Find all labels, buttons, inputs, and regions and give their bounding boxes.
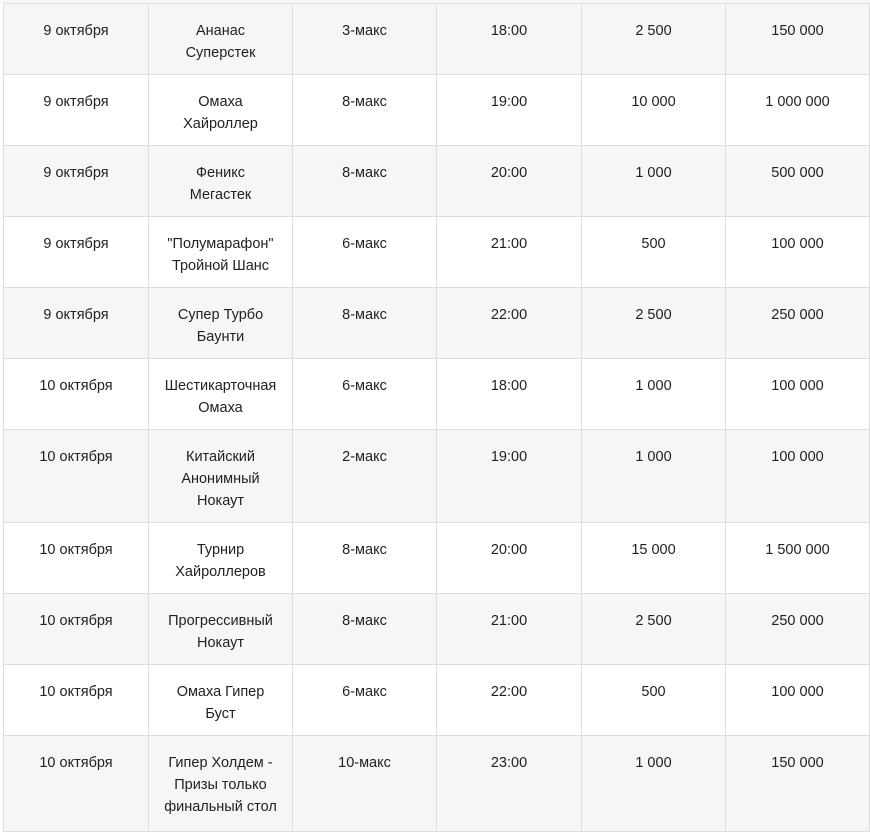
cell-format: 8-макс — [293, 288, 437, 359]
cell-buyin: 1 000 — [582, 736, 726, 832]
cell-date: 9 октября — [4, 217, 149, 288]
cell-tournament-name: Гипер Холдем - Призы только финальный стол — [149, 736, 293, 832]
cell-guarantee: 150 000 — [726, 4, 870, 75]
cell-time: 22:00 — [437, 665, 582, 736]
cell-time: 21:00 — [437, 217, 582, 288]
cell-buyin: 2 500 — [582, 288, 726, 359]
cell-buyin: 500 — [582, 665, 726, 736]
cell-date: 10 октября — [4, 594, 149, 665]
cell-time: 23:00 — [437, 736, 582, 832]
cell-format: 10-макс — [293, 736, 437, 832]
cell-format: 8-макс — [293, 594, 437, 665]
cell-time: 20:00 — [437, 146, 582, 217]
cell-date: 10 октября — [4, 665, 149, 736]
cell-guarantee: 1 000 000 — [726, 75, 870, 146]
cell-buyin: 15 000 — [582, 523, 726, 594]
cell-guarantee: 1 500 000 — [726, 523, 870, 594]
cell-time: 19:00 — [437, 430, 582, 523]
cell-tournament-name: Омаха Гипер Буст — [149, 665, 293, 736]
cell-tournament-name: Омаха Хайроллер — [149, 75, 293, 146]
cell-format: 8-макс — [293, 146, 437, 217]
cell-format: 2-макс — [293, 430, 437, 523]
cell-time: 20:00 — [437, 523, 582, 594]
cell-time: 21:00 — [437, 594, 582, 665]
table-row — [4, 523, 870, 594]
table-row — [4, 359, 870, 430]
cell-tournament-name: Феникс Мегастек — [149, 146, 293, 217]
table-row — [4, 4, 870, 75]
cell-time: 19:00 — [437, 75, 582, 146]
cell-format: 8-макс — [293, 523, 437, 594]
cell-buyin: 10 000 — [582, 75, 726, 146]
cell-tournament-name: Турнир Хайроллеров — [149, 523, 293, 594]
cell-date: 10 октября — [4, 736, 149, 832]
cell-date: 10 октября — [4, 430, 149, 523]
cell-format: 3-макс — [293, 4, 437, 75]
cell-tournament-name: Шестикарточная Омаха — [149, 359, 293, 430]
cell-guarantee: 100 000 — [726, 665, 870, 736]
cell-buyin: 1 000 — [582, 430, 726, 523]
cell-guarantee: 500 000 — [726, 146, 870, 217]
cell-tournament-name: Прогрессивный Нокаут — [149, 594, 293, 665]
table-row — [4, 594, 870, 665]
cell-time: 18:00 — [437, 4, 582, 75]
table-row — [4, 146, 870, 217]
cell-buyin: 1 000 — [582, 359, 726, 430]
cell-buyin: 2 500 — [582, 594, 726, 665]
cell-guarantee: 100 000 — [726, 217, 870, 288]
cell-date: 9 октября — [4, 288, 149, 359]
cell-format: 8-макс — [293, 75, 437, 146]
cell-date: 9 октября — [4, 75, 149, 146]
cell-tournament-name: "Полумарафон" Тройной Шанс — [149, 217, 293, 288]
cell-tournament-name: Супер Турбо Баунти — [149, 288, 293, 359]
cell-guarantee: 150 000 — [726, 736, 870, 832]
cell-buyin: 2 500 — [582, 4, 726, 75]
cell-tournament-name: Ананас Суперстек — [149, 4, 293, 75]
cell-guarantee: 250 000 — [726, 288, 870, 359]
cell-format: 6-макс — [293, 665, 437, 736]
cell-time: 22:00 — [437, 288, 582, 359]
table-row — [4, 430, 870, 523]
tournament-schedule-table — [3, 3, 870, 832]
table-row — [4, 665, 870, 736]
table-row — [4, 217, 870, 288]
cell-guarantee: 100 000 — [726, 359, 870, 430]
table-row — [4, 736, 870, 832]
cell-buyin: 1 000 — [582, 146, 726, 217]
cell-date: 9 октября — [4, 146, 149, 217]
cell-guarantee: 100 000 — [726, 430, 870, 523]
cell-guarantee: 250 000 — [726, 594, 870, 665]
table-row — [4, 75, 870, 146]
cell-time: 18:00 — [437, 359, 582, 430]
cell-buyin: 500 — [582, 217, 726, 288]
cell-format: 6-макс — [293, 217, 437, 288]
cell-date: 9 октября — [4, 4, 149, 75]
cell-date: 10 октября — [4, 359, 149, 430]
cell-format: 6-макс — [293, 359, 437, 430]
cell-date: 10 октября — [4, 523, 149, 594]
table-row — [4, 288, 870, 359]
cell-tournament-name: Китайский Анонимный Нокаут — [149, 430, 293, 523]
